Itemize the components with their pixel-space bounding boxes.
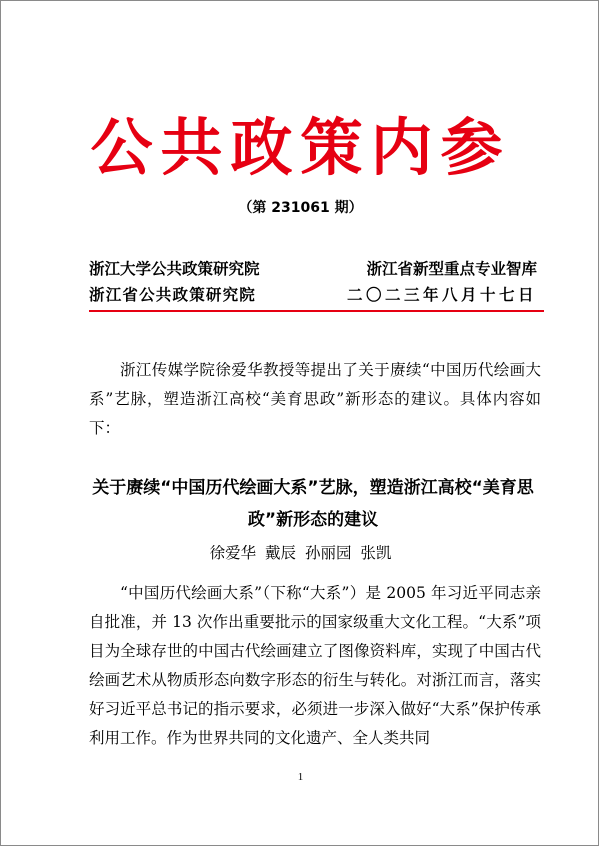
- masthead-title: 公共政策内参: [90, 111, 511, 184]
- page-number: 1: [297, 771, 304, 783]
- body-paragraph: “中国历代绘画大系”（下称“大系”）是 2005 年习近平同志亲自批准，并 13 次作出重要批示的国家级重大文化工程。“大系”项目为全球存世的中国古代绘画建立了图像资料库，实现了中国古代绘画艺术从物质形态向数字形态的衍生与转化。对浙江而言，落实好习近平总书记的指示要求，必须进一步深入做好“大系”保护传承利用工作。作为世界共同的文化遗产、全人类共同: [89, 584, 541, 747]
- issue-number: （第 231061 期）: [238, 200, 363, 216]
- header-row-1: [89, 257, 537, 279]
- issue-date: 二〇二三年八月十七日: [346, 286, 537, 304]
- article-title: 关于赓续“中国历代绘画大系”艺脉，塑造浙江高校“美育思政”新形态的建议: [92, 478, 534, 530]
- org-name-left-2: 浙江省公共政策研究院: [89, 286, 257, 304]
- org-name-left-1: 浙江大学公共政策研究院: [89, 260, 260, 278]
- article-authors: 徐爱华 戴辰 孙丽园 张凯: [209, 544, 392, 562]
- red-divider: [89, 310, 544, 312]
- intro-paragraph: 浙江传媒学院徐爱华教授等提出了关于赓续“中国历代绘画大系”艺脉，塑造浙江高校“美育思政”新形态的建议。具体内容如下：: [89, 361, 541, 437]
- org-name-right-1: 浙江省新型重点专业智库: [366, 260, 537, 278]
- header-row-2: [89, 283, 537, 305]
